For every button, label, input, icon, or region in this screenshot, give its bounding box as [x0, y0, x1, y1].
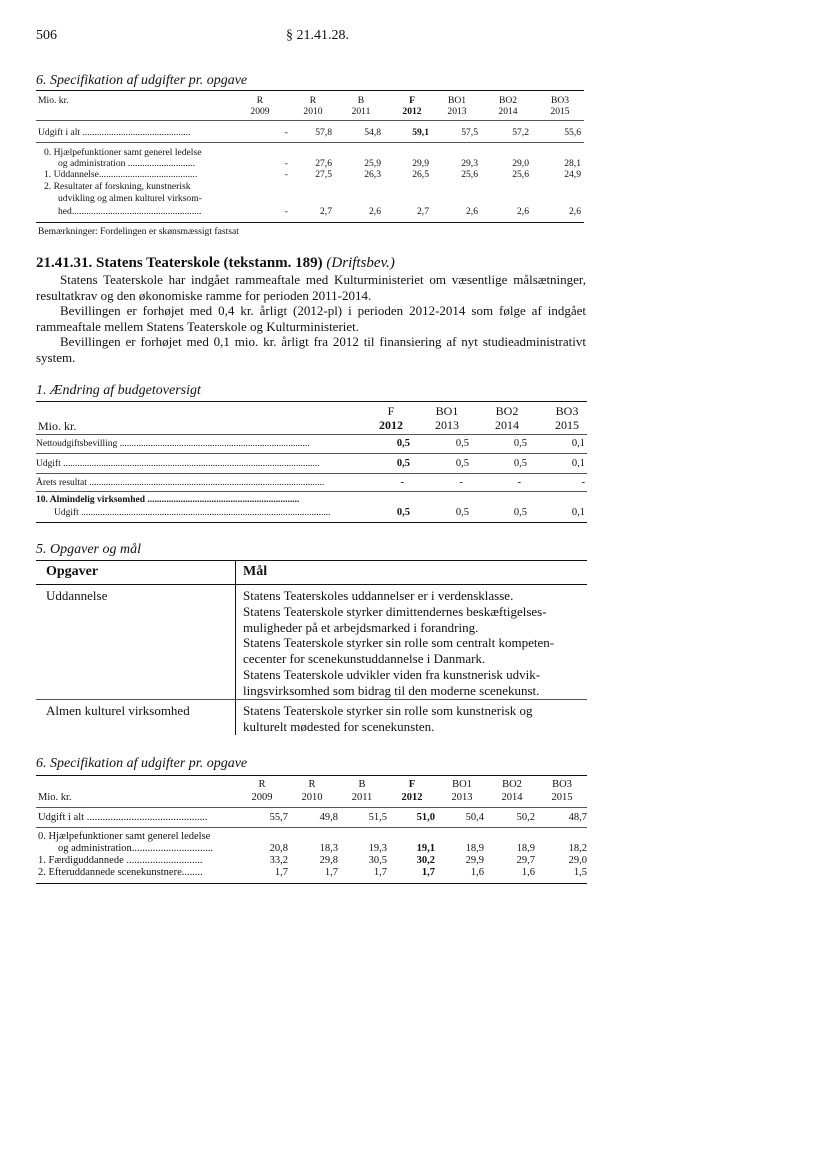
spec2-unit: Mio. kr. [38, 792, 72, 803]
account-heading [36, 255, 395, 272]
spec2-total-value: 48,7 [568, 812, 587, 823]
budget-row-value: 0,5 [396, 458, 410, 469]
budget-title: 1. Ændring af budgetoversigt [36, 383, 201, 398]
budget-row-value: - [400, 477, 404, 488]
spec1-row2-label-cont: udvikling og almen kulturel virksom- [58, 193, 202, 204]
spec1-row0-label: 0. Hjælpefunktioner samt generel ledelse [44, 147, 202, 158]
budget-col-type: BO3 [555, 404, 579, 418]
spec1-col-year: 2015 [550, 106, 570, 117]
spec1-col-year: 2012 [402, 106, 422, 117]
budget-group-sub-label: Udgift ......................................................................................................... [54, 508, 331, 518]
spec2-col-type: BO2 [502, 779, 522, 790]
spec2-row0-value: 19,3 [368, 843, 387, 854]
goal-line: Statens Teaterskole styrker sin rolle som centralt kompeten- [243, 635, 555, 651]
spec1-total-value: 55,6 [564, 127, 581, 138]
goal-line: lingsvirksomhed som bidrag til den moderne scenekunst. [243, 682, 540, 698]
spec1-col-year: 2013 [447, 106, 467, 117]
goal-line: Statens Teaterskole styrker sin rolle som kunstnerisk og [243, 703, 533, 718]
spec1-row0-value: 27,6 [315, 158, 332, 169]
spec2-row1-value: 30,2 [416, 855, 435, 866]
budget-group-value: 0,5 [455, 507, 469, 518]
budget-col-year: 2015 [555, 418, 579, 432]
budget-row-value: 0,5 [396, 438, 410, 449]
page-number: 506 [36, 28, 57, 43]
spec2-row1-value: 29,8 [319, 855, 338, 866]
account-paragraph: Statens Teaterskole har indgået rammeaftale med Kulturministeriet om væsentlige målsætninger, resultatkrav og den økonomiske ramme for perioden 2011-2014. [36, 272, 586, 303]
spec2-total-value: 51,0 [416, 812, 435, 823]
spec1-row1-value: 24,9 [564, 169, 581, 180]
spec2-total-value: 50,4 [465, 812, 484, 823]
budget-col-year: 2012 [379, 418, 403, 432]
spec2-total-value: 55,7 [269, 812, 288, 823]
goal-line: kulturelt mødested for scenekunsten. [243, 718, 435, 734]
spec2-row0-label-cont: og administration............................... [58, 843, 214, 854]
budget-col-type: BO2 [495, 404, 519, 418]
spec1-row1-value: - [284, 169, 288, 180]
tasks-col-goal: Mål [243, 564, 268, 579]
spec1-total-value: - [284, 127, 288, 138]
spec2-col-year: 2012 [401, 792, 423, 803]
budget-row-value: - [581, 477, 585, 488]
spec1-col-year: 2009 [250, 106, 270, 117]
budget-group-value: 0,1 [571, 507, 585, 518]
spec2-row2-value: 1,5 [573, 867, 587, 878]
tasks-row2-task: Almen kulturel virksomhed [46, 703, 190, 718]
budget-row-label: Nettoudgiftsbevilling ................................................................................ [36, 439, 310, 449]
spec2-col-year: 2014 [501, 792, 523, 803]
budget-group-label: 10. Almindelig virksomhed ................................................................ [36, 495, 300, 505]
budget-row-value: 0,5 [455, 458, 469, 469]
spec1-col-year: 2011 [351, 106, 371, 117]
spec2-col-type: BO1 [452, 779, 472, 790]
spec1-row0-label-cont: og administration ............................ [58, 158, 195, 169]
spec2-title: 6. Specifikation af udgifter pr. opgave [36, 756, 248, 771]
budget-col-year: 2013 [435, 418, 459, 432]
tasks-row2-goals [243, 703, 588, 735]
spec1-row2-value: - [284, 206, 288, 217]
budget-col-year: 2014 [495, 418, 519, 432]
spec2-total-value: 49,8 [319, 812, 338, 823]
spec2-row0-value: 18,3 [319, 843, 338, 854]
budget-row-value: 0,5 [513, 458, 527, 469]
spec2-col-type: B [358, 779, 366, 790]
goal-line: Statens Teaterskoles uddannelser er i verdensklasse. [243, 588, 514, 603]
budget-row-label: Udgift ............................................................................................................ [36, 459, 320, 469]
spec2-row2-value: 1,7 [324, 867, 338, 878]
spec1-row2-label: 2. Resultater af forskning, kunstnerisk [44, 181, 191, 192]
spec2-col-type: R [308, 779, 316, 790]
spec2-row0-value: 18,2 [568, 843, 587, 854]
spec1-total-value: 54,8 [364, 127, 381, 138]
spec1-row1-value: 25,6 [461, 169, 478, 180]
spec2-row1-value: 30,5 [368, 855, 387, 866]
spec2-row0-label: 0. Hjælpefunktioner samt generel ledelse [38, 831, 211, 842]
spec2-col-type: R [258, 779, 266, 790]
spec1-col-type: BO1 [447, 95, 467, 106]
spec1-row0-value: 29,9 [412, 158, 429, 169]
budget-row-value: 0,5 [455, 438, 469, 449]
spec1-row0-value: 25,9 [364, 158, 381, 169]
spec1-total-value: 57,5 [461, 127, 478, 138]
budget-row-value: - [517, 477, 521, 488]
budget-unit: Mio. kr. [38, 419, 77, 433]
spec2-row1-value: 29,9 [465, 855, 484, 866]
spec1-row1-value: 26,5 [412, 169, 429, 180]
spec1-col-year: 2010 [303, 106, 323, 117]
tasks-row1-goals [243, 588, 588, 699]
spec1-row1-value: 26,3 [364, 169, 381, 180]
spec2-col-type: BO3 [552, 779, 572, 790]
spec2-row0-value: 18,9 [516, 843, 535, 854]
spec2-row0-value: 20,8 [269, 843, 288, 854]
spec2-col-year: 2010 [301, 792, 323, 803]
tasks-title: 5. Opgaver og mål [36, 542, 141, 557]
spec2-total-label: Udgift i alt .............................................. [38, 812, 208, 823]
spec1-col-type: R [309, 95, 317, 106]
spec2-row2-label: 2. Efteruddannede scenekunstnere........ [38, 867, 203, 878]
spec1-total-label: Udgift i alt ............................................. [38, 127, 191, 138]
spec2-col-year: 2009 [251, 792, 273, 803]
section-reference: § 21.41.28. [286, 28, 349, 43]
spec1-col-year: 2014 [498, 106, 518, 117]
spec1-total-value: 57,8 [315, 127, 332, 138]
account-paragraph: Bevillingen er forhøjet med 0,1 mio. kr. årligt fra 2012 til finansiering af nyt studieadministrativt system. [36, 334, 586, 365]
spec2-row0-value: 19,1 [416, 843, 435, 854]
spec1-note: Bemærkninger: Fordelingen er skønsmæssigt fastsat [38, 226, 239, 237]
spec1-row2-value: 2,6 [466, 206, 478, 217]
spec1-row2-value: 2,7 [320, 206, 332, 217]
spec1-col-type: F [409, 95, 415, 106]
spec2-row0-value: 18,9 [465, 843, 484, 854]
spec1-row2-value: 2,6 [369, 206, 381, 217]
goal-line: Statens Teaterskole udvikler viden fra kunstnerisk udvik- [243, 666, 541, 682]
spec1-row0-value: 29,0 [512, 158, 529, 169]
spec1-unit: Mio. kr. [38, 95, 69, 106]
goal-line: cecenter for scenekunstuddannelse i Danmark. [243, 651, 486, 667]
spec2-row1-value: 33,2 [269, 855, 288, 866]
spec2-row1-value: 29,0 [568, 855, 587, 866]
spec1-total-value: 59,1 [412, 127, 429, 138]
tasks-row1-task: Uddannelse [46, 588, 108, 603]
spec1-col-type: BO2 [498, 95, 518, 106]
spec1-row1-label: 1. Uddannelse......................................... [44, 169, 198, 180]
account-heading-main: 21.41.31. Statens Teaterskole (tekstanm. 189) [36, 255, 323, 271]
budget-row-value: 0,1 [571, 458, 585, 469]
spec2-row2-value: 1,6 [521, 867, 535, 878]
spec2-row1-value: 29,7 [516, 855, 535, 866]
budget-group-value: 0,5 [396, 507, 410, 518]
budget-row-value: 0,1 [571, 438, 585, 449]
spec1-row2-value: 2,6 [569, 206, 581, 217]
budget-row-label: Årets resultat ................................................................................................... [36, 478, 325, 488]
spec2-col-type: F [408, 779, 416, 790]
spec2-row2-value: 1,7 [373, 867, 387, 878]
spec1-row0-value: 28,1 [564, 158, 581, 169]
goal-line: Statens Teaterskole styrker dimittendernes beskæftigelses- [243, 603, 547, 619]
account-paragraph: Bevillingen er forhøjet med 0,4 kr. årligt (2012-pl) i perioden 2012-2014 som følge af indgået rammeaftale mellem Statens Teaterskole og Kulturministeriet. [36, 303, 586, 334]
spec1-row1-value: 27,5 [315, 169, 332, 180]
budget-row-value: 0,5 [513, 438, 527, 449]
tasks-col-task: Opgaver [46, 564, 99, 579]
spec2-row2-value: 1,7 [421, 867, 435, 878]
spec1-total-value: 57,2 [512, 127, 529, 138]
spec1-row0-value: 29,3 [461, 158, 478, 169]
budget-col-type: BO1 [435, 404, 459, 418]
spec2-row2-value: 1,7 [274, 867, 288, 878]
goal-line: muligheder på et arbejdsmarked i forandring. [243, 619, 479, 635]
spec2-row1-label: 1. Færdiguddannede ............................. [38, 855, 203, 866]
budget-col-type: F [387, 404, 395, 418]
spec1-col-type: R [256, 95, 264, 106]
budget-row-value: - [459, 477, 463, 488]
spec2-total-value: 51,5 [368, 812, 387, 823]
spec1-row2-label-cont: hed...................................................... [58, 206, 202, 217]
spec1-row2-value: 2,6 [517, 206, 529, 217]
spec1-title: 6. Specifikation af udgifter pr. opgave [36, 73, 248, 88]
spec2-col-year: 2013 [451, 792, 473, 803]
spec1-row0-value: - [284, 158, 288, 169]
account-heading-tag: (Driftsbev.) [326, 255, 395, 271]
budget-group-value: 0,5 [513, 507, 527, 518]
spec1-col-type: B [357, 95, 365, 106]
spec1-row1-value: 25,6 [512, 169, 529, 180]
spec2-col-year: 2011 [351, 792, 373, 803]
spec1-col-type: BO3 [550, 95, 570, 106]
spec2-total-value: 50,2 [516, 812, 535, 823]
spec1-row2-value: 2,7 [417, 206, 429, 217]
spec2-row2-value: 1,6 [470, 867, 484, 878]
spec2-col-year: 2015 [551, 792, 573, 803]
